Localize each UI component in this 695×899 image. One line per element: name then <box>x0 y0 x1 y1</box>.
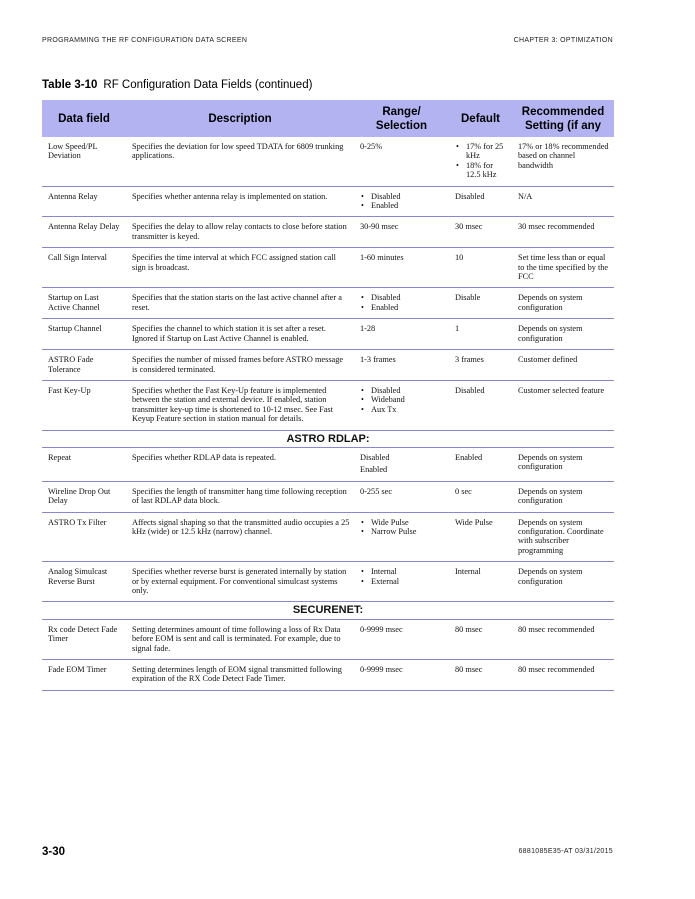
bullet-item: • Wide Pulse <box>360 518 445 527</box>
table-row <box>42 137 614 186</box>
cell-field: Fast Key-Up <box>42 380 126 430</box>
cell-field: Wireline Drop Out Delay <box>42 481 126 512</box>
cell-field: Fade EOM Timer <box>42 660 126 691</box>
cell-recommended: Depends on system configuration. Coordinate with subscriber programming <box>512 512 614 562</box>
bullet-item: • Disabled <box>360 192 445 201</box>
cell-field: Analog Simulcast Reverse Burst <box>42 562 126 602</box>
cell-description: Specifies the time interval at which FCC assigned station call sign is broadcast. <box>126 248 354 288</box>
bullet-item: • Narrow Pulse <box>360 527 445 536</box>
cell-field: Startup Channel <box>42 319 126 350</box>
table-title: RF Configuration Data Fields (continued) <box>103 79 313 91</box>
bullet-item: • External <box>360 577 445 586</box>
cell-field: ASTRO Fade Tolerance <box>42 350 126 381</box>
cell-range: 0-9999 msec <box>354 619 449 659</box>
cell-range <box>354 562 449 602</box>
cell-field: Low Speed/PL Deviation <box>42 137 126 186</box>
bullet-item: • Disabled <box>360 293 445 302</box>
section-row-securenet <box>42 602 614 619</box>
cell-recommended: Depends on system configuration <box>512 562 614 602</box>
table-caption <box>42 79 312 91</box>
table-row <box>42 248 614 288</box>
range-line: Disabled <box>360 452 390 462</box>
table-row <box>42 380 614 430</box>
cell-range: 0-9999 msec <box>354 660 449 691</box>
cell-range: 1-28 <box>354 319 449 350</box>
page-number: 3-30 <box>42 846 66 858</box>
cell-default: 3 frames <box>449 350 512 381</box>
section-heading: SECURENET: <box>42 602 614 619</box>
table-row <box>42 562 614 602</box>
table-header-row <box>42 100 614 137</box>
bullet-item: • Aux Tx <box>360 405 445 414</box>
table-row <box>42 481 614 512</box>
section-heading: ASTRO RDLAP: <box>42 430 614 447</box>
cell-range <box>354 380 449 430</box>
cell-range <box>354 186 449 217</box>
cell-default: Disabled <box>449 186 512 217</box>
table-number: Table 3-10 <box>42 79 98 91</box>
cell-description: Specifies whether the Fast Key-Up feature is implemented between the station and external device. If enabled, station transmitter key-up time is shortened to 10-12 msec. See Fast Keyup Feature section in station manual for details. <box>126 380 354 430</box>
running-header-right: CHAPTER 3: OPTIMIZATION <box>513 37 613 44</box>
cell-description: Specifies the number of missed frames before ASTRO message is considered terminated. <box>126 350 354 381</box>
range-line: Enabled <box>360 465 388 475</box>
cell-description: Specifies whether reverse burst is generated internally by station or by external equipment. For conventional simulcast systems only. <box>126 562 354 602</box>
cell-default: Wide Pulse <box>449 512 512 562</box>
col-header-recommended: Recommended Setting (if any <box>512 100 614 137</box>
bullet-item: • 17% for 25 kHz <box>455 142 508 161</box>
col-header-range: Range/ Selection <box>354 100 449 137</box>
table-row <box>42 660 614 691</box>
cell-recommended: Depends on system configuration <box>512 319 614 350</box>
cell-range <box>354 288 449 319</box>
cell-default <box>449 137 512 186</box>
cell-range: 1-3 frames <box>354 350 449 381</box>
section-row-astro <box>42 430 614 447</box>
cell-default: 30 msec <box>449 217 512 248</box>
cell-default: Enabled <box>449 447 512 481</box>
cell-description: Specifies the length of transmitter hang time following reception of last RDLAP data block. <box>126 481 354 512</box>
cell-field: ASTRO Tx Filter <box>42 512 126 562</box>
cell-recommended: Depends on system configuration <box>512 481 614 512</box>
cell-description: Specifies the delay to allow relay contacts to close before station transmitter is keyed. <box>126 217 354 248</box>
cell-recommended: Depends on system configuration <box>512 288 614 319</box>
cell-range <box>354 447 449 481</box>
bullet-item: • 18% for 12.5 kHz <box>455 161 508 180</box>
col-header-description: Description <box>126 100 354 137</box>
cell-default: 0 sec <box>449 481 512 512</box>
cell-field: Antenna Relay Delay <box>42 217 126 248</box>
cell-recommended: 30 msec recommended <box>512 217 614 248</box>
table-row <box>42 288 614 319</box>
cell-description: Specifies the deviation for low speed TDATA for 6809 trunking applications. <box>126 137 354 186</box>
cell-recommended: Customer selected feature <box>512 380 614 430</box>
cell-recommended: Depends on system configuration <box>512 447 614 481</box>
cell-description: Specifies whether antenna relay is implemented on station. <box>126 186 354 217</box>
cell-recommended: 80 msec recommended <box>512 619 614 659</box>
cell-field: Antenna Relay <box>42 186 126 217</box>
col-header-default: Default <box>449 100 512 137</box>
table-row <box>42 319 614 350</box>
cell-recommended: Customer defined <box>512 350 614 381</box>
table-row <box>42 447 614 481</box>
table-row <box>42 186 614 217</box>
bullet-item: • Internal <box>360 567 445 576</box>
cell-field: Repeat <box>42 447 126 481</box>
cell-default: 1 <box>449 319 512 350</box>
cell-description: Specifies the channel to which station it is set after a reset. Ignored if Startup on Last Active Channel is enabled. <box>126 319 354 350</box>
bullet-item: • Enabled <box>360 201 445 210</box>
cell-recommended: N/A <box>512 186 614 217</box>
cell-field: Startup on Last Active Channel <box>42 288 126 319</box>
cell-default: 80 msec <box>449 619 512 659</box>
cell-description: Setting determines amount of time following a loss of Rx Data before EOM is sent and call is terminated. For example, due to signal fade. <box>126 619 354 659</box>
document-id: 6881085E35-AT 03/31/2015 <box>518 848 613 855</box>
cell-recommended: 80 msec recommended <box>512 660 614 691</box>
cell-range <box>354 512 449 562</box>
cell-recommended: Set time less than or equal to the time specified by the FCC <box>512 248 614 288</box>
table-row <box>42 350 614 381</box>
rf-config-table <box>42 100 614 691</box>
cell-range: 1-60 minutes <box>354 248 449 288</box>
cell-description: Affects signal shaping so that the transmitted audio occupies a 25 kHz (wide) or 12.5 kHz (narrow) channel. <box>126 512 354 562</box>
table-row <box>42 512 614 562</box>
cell-description: Specifies that the station starts on the last active channel after a reset. <box>126 288 354 319</box>
cell-range: 0-25% <box>354 137 449 186</box>
cell-default: 10 <box>449 248 512 288</box>
bullet-item: • Wideband <box>360 395 445 404</box>
table-row <box>42 217 614 248</box>
cell-default: Internal <box>449 562 512 602</box>
cell-range: 30-90 msec <box>354 217 449 248</box>
cell-recommended: 17% or 18% recommended based on channel bandwidth <box>512 137 614 186</box>
cell-default: 80 msec <box>449 660 512 691</box>
cell-default: Disable <box>449 288 512 319</box>
cell-description: Setting determines length of EOM signal transmitted following expiration of the RX Code Detect Fade Timer. <box>126 660 354 691</box>
running-header-left: PROGRAMMING THE RF CONFIGURATION DATA SCREEN <box>42 37 248 44</box>
bullet-item: • Disabled <box>360 386 445 395</box>
cell-default: Disabled <box>449 380 512 430</box>
cell-range: 0-255 sec <box>354 481 449 512</box>
bullet-item: • Enabled <box>360 303 445 312</box>
table-row <box>42 619 614 659</box>
cell-field: Call Sign Interval <box>42 248 126 288</box>
cell-field: Rx code Detect Fade Timer <box>42 619 126 659</box>
col-header-data-field: Data field <box>42 100 126 137</box>
cell-description: Specifies whether RDLAP data is repeated. <box>126 447 354 481</box>
